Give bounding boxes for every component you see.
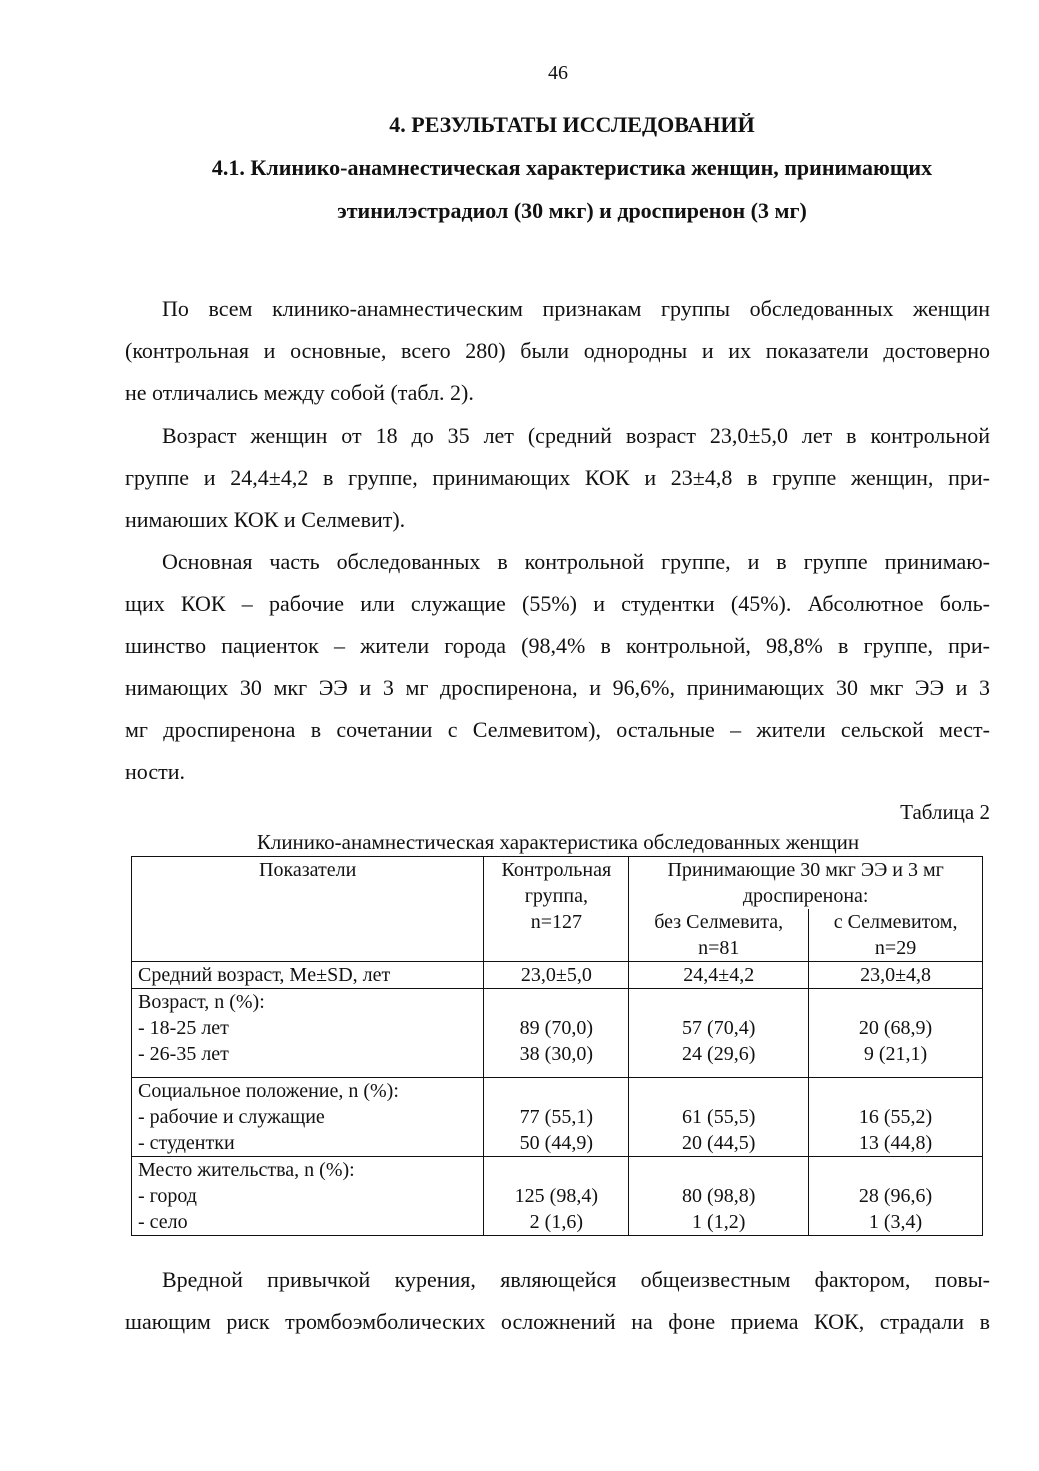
row-label: Место жительства, n (%): - город - село — [132, 1157, 484, 1236]
cell-without-selmevit: 24,4±4,2 — [629, 962, 809, 989]
page-number: 46 — [548, 62, 568, 84]
cell-with-selmevit: 16 (55,2) 13 (44,8) — [809, 1078, 983, 1157]
text-line: Возраст женщин от 18 до 35 лет (средний возраст 23,0±5,0 лет в контрольной — [162, 423, 990, 448]
row-label: Социальное положение, n (%): - рабочие и служащие - студентки — [132, 1078, 484, 1157]
cell-with-selmevit: 23,0±4,8 — [809, 962, 983, 989]
header-with-selmevit: с Селмевитом, n=29 — [809, 909, 983, 962]
cell-control: 89 (70,0) 38 (30,0) — [484, 989, 629, 1078]
cell-without-selmevit: 57 (70,4) 24 (29,6) — [629, 989, 809, 1078]
text-line: щих КОК – рабочие или служащие (55%) и студентки (45%). Абсолютное боль- — [125, 591, 990, 616]
table-label: Таблица 2 — [900, 800, 990, 824]
subsection-heading-line-1: 4.1. Клинико-анамнестическая характеристика женщин, принимающих — [211, 155, 933, 180]
cell-with-selmevit: 28 (96,6) 1 (3,4) — [809, 1157, 983, 1236]
text-line: группе и 24,4±4,2 в группе, принимающих КОК и 23±4,8 в группе женщин, при- — [125, 465, 990, 490]
cell-without-selmevit: 61 (55,5) 20 (44,5) — [629, 1078, 809, 1157]
text-line: нимающих 30 мкг ЭЭ и 3 мг дроспиренона, и 96,6%, принимающих 30 мкг ЭЭ и 3 — [125, 675, 990, 700]
text-line: шающим риск тромбоэмболических осложнений на фоне приема КОК, страдали в — [125, 1309, 990, 1334]
text-line: не отличались между собой (табл. 2). — [125, 380, 474, 405]
header-without-selmevit: без Селмевита, n=81 — [629, 909, 809, 962]
section-heading: 4. РЕЗУЛЬТАТЫ ИССЛЕДОВАНИЙ — [389, 112, 755, 137]
table-caption: Клинико-анамнестическая характеристика обследованных женщин — [256, 830, 860, 854]
data-table — [131, 856, 983, 1236]
cell-without-selmevit: 80 (98,8) 1 (1,2) — [629, 1157, 809, 1236]
text-line: По всем клинико-анамнестическим признакам группы обследованных женщин — [162, 296, 990, 321]
text-line: (контрольная и основные, всего 280) были однородны и их показатели достоверно — [125, 338, 990, 363]
text-line: мг дроспиренона в сочетании с Селмевитом), остальные – жители сельской мест- — [125, 717, 990, 742]
text-line: ности. — [125, 759, 185, 784]
table-row — [132, 962, 983, 989]
text-line: нимаюших КОК и Селмевит). — [125, 507, 406, 532]
paragraph-smoking — [125, 1259, 990, 1343]
table-row — [132, 989, 983, 1078]
cell-control: 77 (55,1) 50 (44,9) — [484, 1078, 629, 1157]
table-row — [132, 1157, 983, 1236]
subsection-heading-line-2: этинилэстрадиол (30 мкг) и дроспиренон (3 мг) — [337, 198, 807, 223]
text-line: шинство пациенток – жители города (98,4% в контрольной, 98,8% в группе, при- — [125, 633, 990, 658]
cell-control: 125 (98,4) 2 (1,6) — [484, 1157, 629, 1236]
paragraph-homogeneity — [125, 288, 990, 414]
table-row — [132, 1078, 983, 1157]
header-indicator: Показатели — [132, 857, 484, 962]
cell-control: 23,0±5,0 — [484, 962, 629, 989]
paragraph-social-status — [125, 541, 990, 793]
header-main-group: Принимающие 30 мкг ЭЭ и 3 мг дроспиренона: — [629, 857, 983, 910]
table-header-row — [132, 857, 983, 910]
cell-with-selmevit: 20 (68,9) 9 (21,1) — [809, 989, 983, 1078]
paragraph-age — [125, 415, 990, 541]
text-line: Основная часть обследованных в контрольной группе, и в группе принимаю- — [162, 549, 990, 574]
row-label: Средний возраст, Me±SD, лет — [132, 962, 484, 989]
row-label: Возраст, n (%): - 18-25 лет - 26-35 лет — [132, 989, 484, 1078]
text-line: Вредной привычкой курения, являющейся общеизвестным фактором, повы- — [162, 1267, 990, 1292]
header-control-group: Контрольная группа, n=127 — [484, 857, 629, 962]
